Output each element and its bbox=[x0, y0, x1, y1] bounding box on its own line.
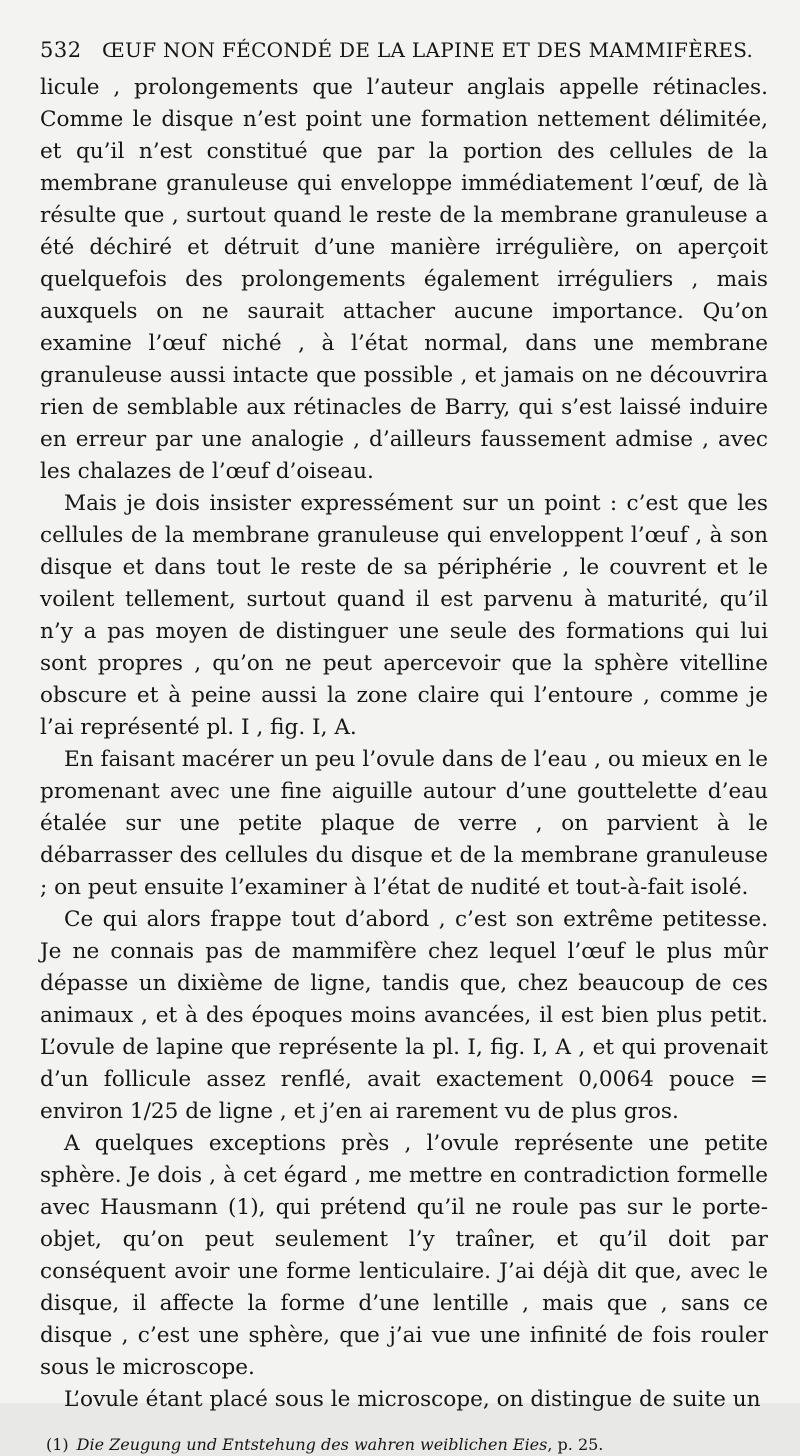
page-number: 532 bbox=[40, 38, 82, 62]
running-head bbox=[40, 30, 768, 70]
footnote-title: Die Zeugung und Entstehung des wahren weiblichen Eies bbox=[76, 1435, 548, 1454]
page-content bbox=[40, 30, 768, 1456]
running-title: ŒUF NON FÉCONDÉ DE LA LAPINE ET DES MAMMIFÈRES. bbox=[102, 38, 754, 62]
paragraph: En faisant macérer un peu l’ovule dans de l’eau , ou mieux en le promenant avec une fine aiguille autour d’une gouttelette d’eau étalée sur une petite plaque de verre , on parvient à le débarrasser des cellules du disque et de la membrane granuleuse ; on peut ensuite l’examiner à l’état de nudité et tout-à-fait isolé. bbox=[40, 747, 768, 900]
body-text bbox=[40, 72, 768, 1416]
footnote-mark: (1) bbox=[46, 1435, 69, 1454]
paragraph: licule , prolongements que l’auteur anglais appelle rétinacles. Comme le disque n’est point une formation nettement délimitée, et qu’il n’est constitué que par la portion des cellules de la membrane granuleuse qui enveloppe immédiatement l’œuf, de là résulte que , surtout quand le reste de la membrane granuleuse a été déchiré et détruit d’une manière irrégulière, on aperçoit quelquefois des prolongements également irréguliers , mais auxquels on ne saurait attacher aucune importance. Qu’on examine l’œuf niché , à l’état normal, dans une membrane granuleuse aussi intacte que possible , et jamais on ne découvrira rien de semblable aux rétinacles de Barry, qui s’est laissé induire en erreur par une analogie , d’ailleurs faussement admise , avec les chalazes de l’œuf d’oiseau. bbox=[40, 75, 768, 484]
footnote bbox=[40, 1434, 768, 1456]
footnote-page: , p. 25. bbox=[547, 1435, 604, 1454]
paragraph: Ce qui alors frappe tout d’abord , c’est son extrême petitesse. Je ne connais pas de mammifère chez lequel l’œuf le plus mûr dépasse un dixième de ligne, tandis que, chez beaucoup de ces animaux , et à des époques moins avancées, il est bien plus petit. L’ovule de lapine que représente la pl. I, fig. I, A , et qui provenait d’un follicule assez renflé, avait exactement 0,0064 pouce = environ 1/25 de ligne , et j’en ai rarement vu de plus gros. bbox=[40, 907, 768, 1124]
paragraph: Mais je dois insister expressément sur un point : c’est que les cellules de la membrane granuleuse qui enveloppent l’œuf , à son disque et dans tout le reste de sa périphérie , le couvrent et le voilent tellement, surtout quand il est parvenu à maturité, qu’il n’y a pas moyen de distinguer une seule des formations qui lui sont propres , qu’on ne peut apercevoir que la sphère vitelline obscure et à peine aussi la zone claire qui l’entoure , comme je l’ai représenté pl. I , fig. I, A. bbox=[40, 491, 768, 740]
paragraph: L’ovule étant placé sous le microscope, on distingue de suite un bbox=[64, 1387, 761, 1412]
paragraph: A quelques exceptions près , l’ovule représente une petite sphère. Je dois , à cet égard , me mettre en contradiction formelle avec Hausmann (1), qui prétend qu’il ne roule pas sur le porte-objet, qu’on peut seulement l’y traîner, et qu’il doit par conséquent avoir une forme lenticulaire. J’ai déjà dit que, avec le disque, il affecte la forme d’une lentille , mais que , sans ce disque , c’est une sphère, que j’ai vue une infinité de fois rouler sous le microscope. bbox=[40, 1131, 768, 1380]
